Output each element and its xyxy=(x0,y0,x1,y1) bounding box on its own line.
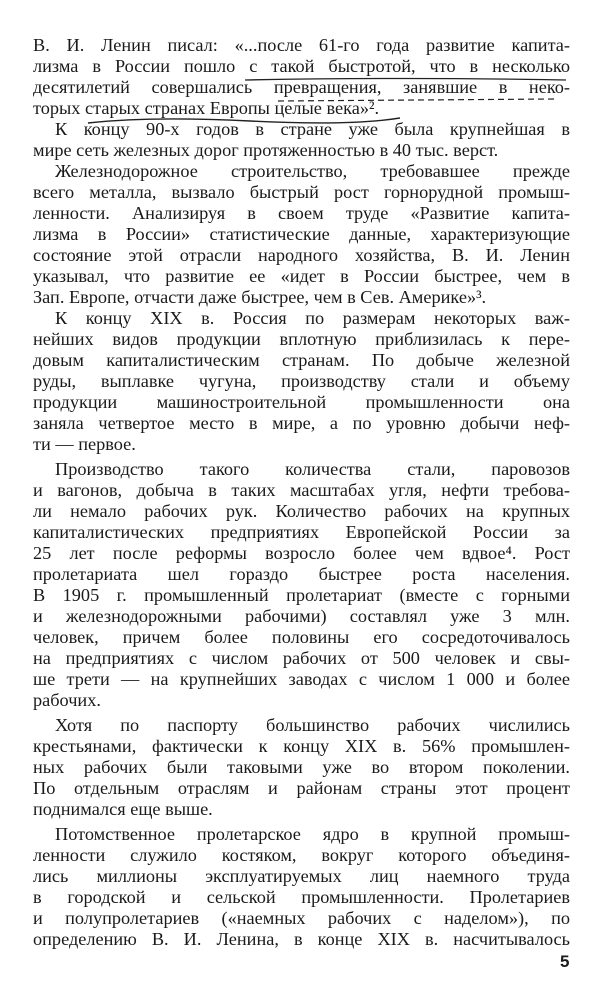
text-line: торых старых странах Европы целые века»². xyxy=(33,98,380,118)
text-line: ти — первое. xyxy=(33,434,136,454)
text-line: пролетариата шел гораздо быстрее роста населения. xyxy=(33,564,570,584)
text-line: поднимался еще выше. xyxy=(33,799,213,819)
text-line: человек, причем более половины его сосредоточивалось xyxy=(33,627,570,647)
text-line: определению В. И. Ленина, в конце XIX в. насчитывалось xyxy=(33,929,570,949)
text-line: Производство такого количества стали, паровозов xyxy=(55,459,570,479)
text-line: и вагонов, добыча в таких масштабах угля, нефти требова- xyxy=(33,480,570,500)
text-line: всего металла, вызвало быстрый рост горнорудной промыш- xyxy=(33,182,570,202)
text-line: Потомственное пролетарское ядро в крупной промыш- xyxy=(55,824,570,844)
text-line: К концу 90-х годов в стране уже была крупнейшая в xyxy=(55,119,570,139)
paragraph xyxy=(33,161,570,308)
paragraph xyxy=(33,308,570,455)
text-line: нейших видов продукции вплотную приблизилась к пере- xyxy=(33,329,570,349)
text-line: Хотя по паспорту большинство рабочих числились xyxy=(55,715,570,735)
text-line: мире сеть железных дорог протяженностью в 40 тыс. верст. xyxy=(33,140,499,160)
text-line: довым капиталистическим странам. По добыче железной xyxy=(33,350,570,370)
paragraph xyxy=(33,119,570,161)
text-line: К концу XIX в. Россия по размерам некоторых важ- xyxy=(55,308,570,328)
text-line: Зап. Европе, отчасти даже быстрее, чем в Сев. Америке»³. xyxy=(33,287,487,307)
text-line: рабочих. xyxy=(33,690,101,710)
paragraph xyxy=(33,459,570,711)
text-line: 25 лет после реформы возросло более чем вдвое⁴. Рост xyxy=(33,543,570,563)
text-line: и железнодорожными рабочими) составлял уже 3 млн. xyxy=(33,606,570,626)
text-line: указывал, что развитие ее «идет в России быстрее, чем в xyxy=(33,266,570,286)
text-line: продукции машиностроительной промышленности она xyxy=(33,392,570,412)
page-number: 5 xyxy=(560,952,570,971)
text-line: руды, выплавке чугуна, производству стали и объему xyxy=(33,371,570,391)
text-line: ных рабочих были таковыми уже во втором поколении. xyxy=(33,757,570,777)
text-line: состояние этой отрасли народного хозяйства, В. И. Ленин xyxy=(33,245,570,265)
text-line: на предприятиях с числом рабочих от 500 человек и свы- xyxy=(33,648,570,668)
text-line: заняла четвертое место в мире, а по уровню добычи неф- xyxy=(33,413,570,433)
text-line: В. И. Ленин писал: «...после 61-го года развитие капита- xyxy=(33,35,570,55)
text-line: лизма в России пошло с такой быстротой, что в несколько xyxy=(33,56,570,76)
text-line: в городской и сельской промышленности. Пролетариев xyxy=(33,887,570,907)
text-line: лись миллионы эксплуатируемых лиц наемного труда xyxy=(33,866,570,886)
text-line: ленности служило костяком, вокруг которого объединя- xyxy=(33,845,570,865)
text-line: лизма в России» статистические данные, характеризующие xyxy=(33,224,570,244)
text-line: ли немало рабочих рук. Количество рабочих на крупных xyxy=(33,501,570,521)
page-body-text xyxy=(33,35,570,950)
text-line: ше трети — на крупнейших заводах с числом 1 000 и более xyxy=(33,669,570,689)
text-line: По отдельным отраслям и районам страны этот процент xyxy=(33,778,570,798)
text-line: и полупролетариев («наемных рабочих с наделом»), по xyxy=(33,908,570,928)
text-line: десятилетий совершались превращения, занявшие в неко- xyxy=(33,77,570,97)
paragraph xyxy=(33,824,570,950)
text-line: ленности. Анализируя в своем труде «Развитие капита- xyxy=(33,203,570,223)
text-line: капиталистических предприятиях Европейской России за xyxy=(33,522,570,542)
paragraph xyxy=(33,35,570,119)
text-line: крестьянами, фактически к концу XIX в. 56% промышлен- xyxy=(33,736,570,756)
paragraph xyxy=(33,715,570,820)
text-line: В 1905 г. промышленный пролетариат (вместе с горными xyxy=(33,585,570,605)
text-line: Железнодорожное строительство, требовавшее прежде xyxy=(55,161,570,181)
